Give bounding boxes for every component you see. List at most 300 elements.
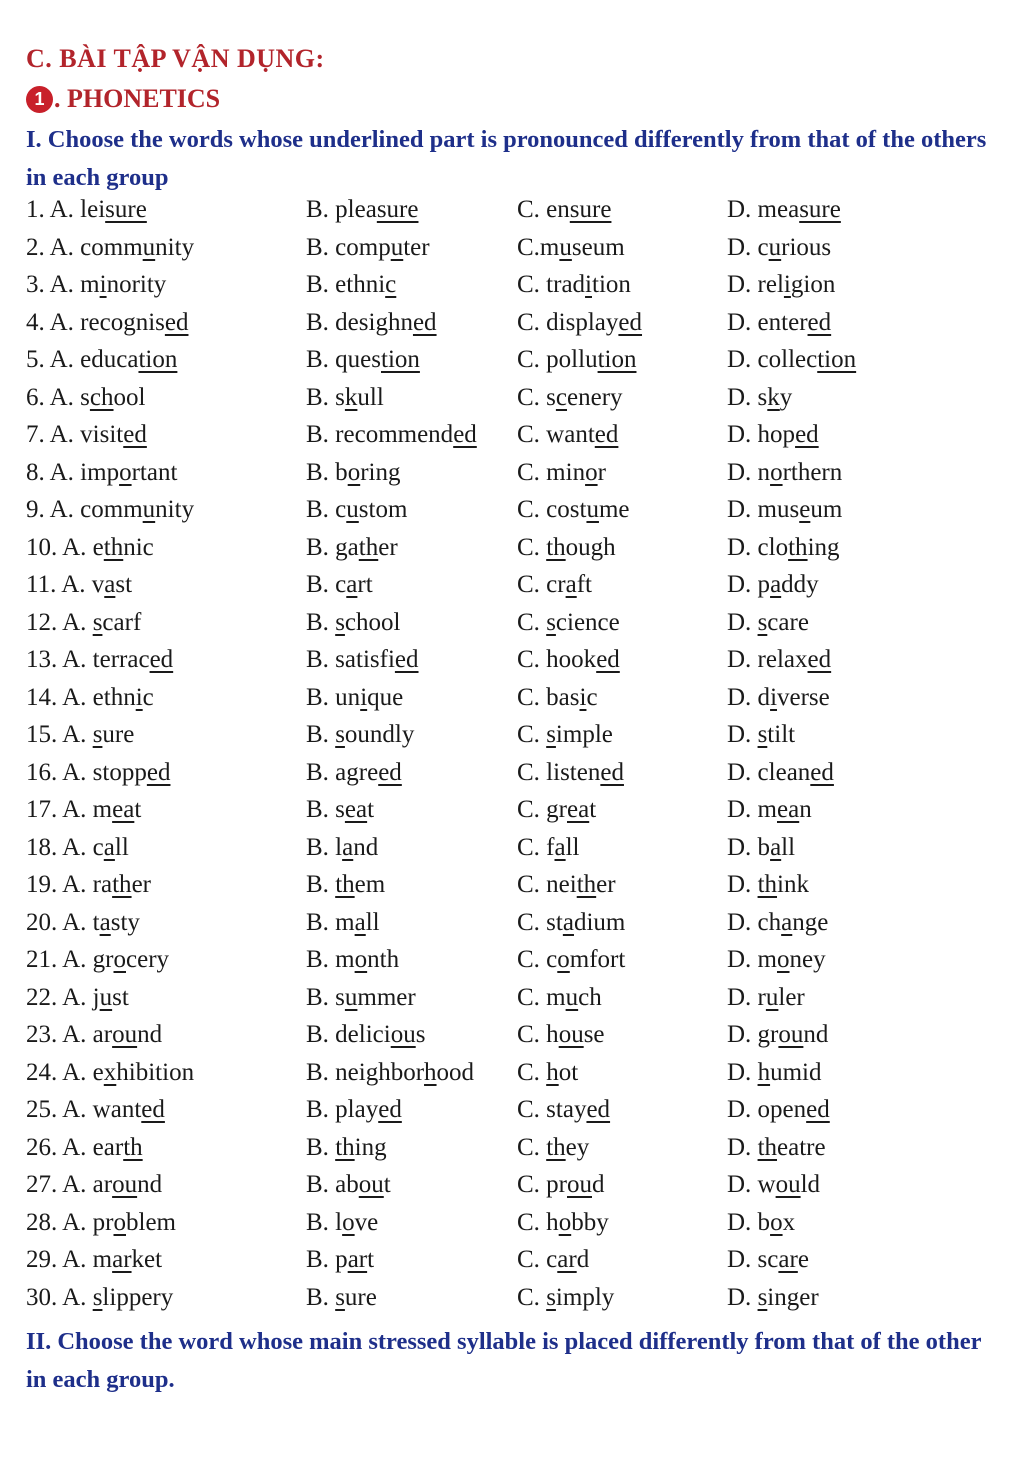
word-prefix: C. c bbox=[517, 1246, 558, 1273]
word-prefix: D. w bbox=[727, 1171, 776, 1198]
word-prefix: B. p bbox=[306, 1246, 348, 1273]
word-prefix: D. enter bbox=[727, 308, 808, 336]
word-suffix: imply bbox=[555, 1283, 615, 1311]
option-c bbox=[517, 834, 580, 862]
underlined-part: s bbox=[757, 721, 768, 748]
underlined-part: ou bbox=[778, 1021, 804, 1048]
option-a bbox=[26, 946, 169, 974]
word-prefix: C. h bbox=[517, 1208, 559, 1236]
word-suffix: ler bbox=[778, 983, 805, 1011]
underlined-part: a bbox=[770, 571, 782, 598]
underlined-part: ed bbox=[378, 1096, 402, 1123]
underlined-part: sure bbox=[569, 196, 612, 223]
option-c bbox=[517, 1246, 589, 1274]
word-prefix: 23. A. ar bbox=[26, 1021, 113, 1048]
word-prefix: C. stay bbox=[517, 1096, 587, 1123]
word-prefix: D. b bbox=[727, 1208, 771, 1236]
option-c bbox=[517, 796, 596, 824]
underlined-part: u bbox=[390, 233, 404, 261]
option-c bbox=[517, 234, 625, 262]
word-prefix: C. trad bbox=[517, 271, 586, 298]
underlined-part: o bbox=[342, 1208, 355, 1236]
underlined-part: ed bbox=[164, 308, 189, 336]
underlined-part: th bbox=[358, 533, 379, 561]
option-d bbox=[727, 759, 834, 787]
word-suffix: nth bbox=[367, 946, 400, 973]
option-a bbox=[26, 421, 147, 449]
word-prefix: B. s bbox=[306, 983, 345, 1011]
option-c bbox=[517, 196, 611, 224]
word-prefix: B. recommend bbox=[306, 421, 454, 448]
word-suffix: ood bbox=[436, 1058, 475, 1086]
option-d bbox=[727, 534, 840, 562]
word-suffix: nority bbox=[106, 271, 167, 298]
option-d bbox=[727, 1284, 819, 1312]
option-d bbox=[727, 909, 828, 937]
option-b bbox=[306, 946, 399, 974]
underlined-part: ed bbox=[810, 758, 834, 786]
word-suffix: tion bbox=[592, 271, 631, 298]
option-c bbox=[517, 1096, 610, 1124]
underlined-part: th bbox=[546, 1133, 566, 1161]
question-row bbox=[0, 234, 1024, 272]
option-c bbox=[517, 871, 616, 899]
word-suffix: st bbox=[115, 571, 133, 598]
option-c bbox=[517, 384, 623, 412]
number-badge-icon: 1 bbox=[26, 86, 53, 113]
underlined-part: ed bbox=[807, 646, 832, 673]
question-row bbox=[0, 421, 1024, 459]
underlined-part: a bbox=[99, 908, 111, 936]
word-prefix: D. bbox=[727, 1283, 758, 1311]
word-suffix: t bbox=[134, 796, 142, 823]
underlined-part: th bbox=[757, 1133, 778, 1161]
underlined-part: u bbox=[559, 233, 572, 261]
word-suffix: n bbox=[799, 796, 812, 823]
word-prefix: 14. A. ethn bbox=[26, 683, 136, 711]
word-suffix: bby bbox=[571, 1208, 609, 1236]
underlined-part: ar bbox=[112, 1246, 132, 1273]
option-a bbox=[26, 1246, 162, 1274]
underlined-part: i bbox=[770, 683, 778, 711]
underlined-part: th bbox=[335, 1133, 355, 1161]
underlined-part: s bbox=[335, 1283, 345, 1311]
word-prefix: D. bbox=[727, 608, 758, 636]
word-prefix: B. agre bbox=[306, 758, 379, 786]
underlined-part: ou bbox=[567, 1171, 592, 1198]
underlined-part: i bbox=[99, 271, 107, 298]
word-prefix: 25. A. want bbox=[26, 1096, 142, 1123]
word-suffix: ll bbox=[365, 908, 380, 936]
word-prefix: C. gr bbox=[517, 796, 567, 823]
word-suffix: um bbox=[810, 496, 843, 523]
word-suffix: ld bbox=[800, 1171, 821, 1198]
word-prefix: C.m bbox=[517, 233, 560, 261]
option-b bbox=[306, 421, 477, 449]
option-c bbox=[517, 496, 630, 524]
word-suffix: ft bbox=[576, 571, 592, 598]
word-suffix: ch bbox=[578, 983, 602, 1011]
question-row bbox=[0, 759, 1024, 797]
option-d bbox=[727, 1021, 828, 1049]
word-suffix: care bbox=[767, 608, 809, 636]
option-d bbox=[727, 1209, 795, 1237]
word-suffix: ket bbox=[131, 1246, 163, 1273]
option-d bbox=[727, 384, 792, 412]
word-prefix: B. bbox=[306, 871, 336, 898]
option-a bbox=[26, 1059, 194, 1087]
word-prefix: D. rel bbox=[727, 271, 784, 298]
word-suffix: ing bbox=[807, 533, 840, 561]
underlined-part: i bbox=[360, 683, 368, 711]
option-c bbox=[517, 1134, 589, 1162]
word-prefix: 6. A. s bbox=[26, 383, 90, 411]
word-prefix: B. ques bbox=[306, 346, 381, 373]
word-suffix: lippery bbox=[102, 1283, 174, 1311]
underlined-part: u bbox=[768, 233, 782, 261]
word-suffix: me bbox=[598, 496, 630, 523]
underlined-part: u bbox=[586, 496, 599, 523]
question-list bbox=[0, 196, 1024, 1321]
word-suffix: t bbox=[383, 1171, 391, 1198]
word-suffix: ink bbox=[777, 871, 809, 898]
underlined-part: a bbox=[565, 571, 577, 598]
underlined-part: c bbox=[555, 383, 568, 411]
word-suffix: ure bbox=[102, 721, 135, 748]
underlined-part: s bbox=[335, 721, 345, 748]
underlined-part: sure bbox=[105, 196, 147, 223]
word-prefix: D. ch bbox=[727, 908, 782, 936]
underlined-part: e bbox=[799, 496, 811, 523]
question-row bbox=[0, 946, 1024, 984]
word-prefix: C. bas bbox=[517, 683, 580, 711]
word-suffix: verse bbox=[777, 683, 830, 711]
option-b bbox=[306, 646, 419, 674]
word-prefix: C. st bbox=[517, 908, 563, 936]
option-d bbox=[727, 459, 842, 487]
option-c bbox=[517, 909, 625, 937]
underlined-part: u bbox=[765, 983, 779, 1011]
option-a bbox=[26, 346, 177, 374]
word-suffix: c bbox=[142, 683, 154, 711]
question-row bbox=[0, 684, 1024, 722]
word-suffix: ddy bbox=[781, 571, 819, 598]
word-prefix: C. nei bbox=[517, 871, 577, 898]
word-prefix: 8. A. imp bbox=[26, 458, 120, 486]
word-suffix: nd bbox=[137, 1171, 163, 1198]
word-prefix: 21. A. gr bbox=[26, 946, 114, 973]
question-row bbox=[0, 534, 1024, 572]
word-prefix: C. f bbox=[517, 833, 555, 861]
underlined-part: s bbox=[92, 1283, 103, 1311]
option-b bbox=[306, 1021, 425, 1049]
word-prefix: B. desighn bbox=[306, 308, 413, 336]
phonetics-heading bbox=[26, 84, 220, 114]
word-suffix: e bbox=[797, 1246, 809, 1273]
word-suffix: blem bbox=[126, 1208, 176, 1236]
underlined-part: s bbox=[546, 608, 556, 636]
underlined-part: s bbox=[92, 608, 103, 636]
word-suffix: oundly bbox=[344, 721, 415, 748]
underlined-part: ea bbox=[567, 796, 590, 823]
question-row bbox=[0, 1246, 1024, 1284]
underlined-part: o bbox=[113, 1208, 126, 1236]
word-suffix: er bbox=[131, 871, 151, 898]
word-prefix: C. pollu bbox=[517, 346, 598, 373]
question-row bbox=[0, 721, 1024, 759]
underlined-part: ed bbox=[806, 1096, 830, 1123]
underlined-part: s bbox=[546, 721, 556, 748]
underlined-part: sure bbox=[799, 196, 841, 223]
word-prefix: D. mus bbox=[727, 496, 800, 523]
word-prefix: B. bbox=[306, 1283, 336, 1311]
underlined-part: a bbox=[346, 571, 358, 598]
option-a bbox=[26, 234, 194, 262]
word-prefix: 19. A. ra bbox=[26, 871, 113, 898]
word-prefix: D. clean bbox=[727, 758, 811, 786]
word-suffix: ve bbox=[354, 1208, 379, 1236]
option-d bbox=[727, 1059, 821, 1087]
underlined-part: u bbox=[142, 496, 156, 523]
option-a bbox=[26, 534, 154, 562]
option-b bbox=[306, 1059, 474, 1087]
option-a bbox=[26, 1284, 173, 1312]
word-suffix: nd bbox=[353, 833, 379, 861]
word-suffix: nity bbox=[155, 233, 195, 261]
option-d bbox=[727, 496, 842, 524]
word-prefix: B. c bbox=[306, 496, 347, 523]
option-a bbox=[26, 1134, 143, 1162]
option-c bbox=[517, 984, 602, 1012]
word-prefix: 13. A. terrac bbox=[26, 646, 150, 673]
word-prefix: C. display bbox=[517, 308, 619, 336]
option-c bbox=[517, 646, 620, 674]
word-suffix: gion bbox=[790, 271, 836, 298]
option-a bbox=[26, 1096, 165, 1124]
underlined-part: o bbox=[557, 946, 570, 973]
word-suffix: umid bbox=[770, 1058, 822, 1086]
word-suffix: s bbox=[415, 1021, 426, 1048]
word-prefix: D. r bbox=[727, 983, 766, 1011]
word-prefix: B. m bbox=[306, 908, 355, 936]
word-prefix: C. bbox=[517, 1133, 547, 1161]
word-suffix: nge bbox=[792, 908, 829, 936]
word-prefix: 22. A. j bbox=[26, 983, 100, 1011]
underlined-part: ar bbox=[778, 1246, 798, 1273]
underlined-part: s bbox=[757, 608, 768, 636]
option-b bbox=[306, 346, 420, 374]
word-prefix: 30. A. bbox=[26, 1283, 93, 1311]
word-prefix: B. un bbox=[306, 683, 361, 711]
underlined-part: o bbox=[354, 946, 368, 973]
option-a bbox=[26, 909, 140, 937]
word-suffix: ney bbox=[789, 946, 826, 973]
word-suffix: x bbox=[782, 1208, 796, 1236]
underlined-part: a bbox=[354, 908, 366, 936]
word-prefix: C. pr bbox=[517, 1171, 567, 1198]
option-d bbox=[727, 1246, 809, 1274]
underlined-part: ea bbox=[344, 796, 368, 823]
underlined-part: c bbox=[385, 271, 397, 298]
option-d bbox=[727, 834, 795, 862]
underlined-part: ou bbox=[112, 1021, 138, 1048]
option-b bbox=[306, 721, 414, 749]
underlined-part: ed bbox=[600, 758, 624, 786]
underlined-part: tion bbox=[597, 346, 637, 373]
underlined-part: th bbox=[546, 533, 566, 561]
word-suffix: cience bbox=[555, 608, 620, 636]
option-d bbox=[727, 1096, 830, 1124]
option-b bbox=[306, 309, 437, 337]
underlined-part: a bbox=[781, 908, 793, 936]
underlined-part: h bbox=[757, 1058, 771, 1086]
option-b bbox=[306, 1171, 391, 1199]
option-a bbox=[26, 834, 129, 862]
underlined-part: s bbox=[92, 721, 103, 748]
word-prefix: D. d bbox=[727, 683, 771, 711]
word-suffix: ull bbox=[357, 383, 384, 411]
question-row bbox=[0, 796, 1024, 834]
word-suffix: c bbox=[586, 683, 598, 711]
underlined-part: th bbox=[103, 533, 124, 561]
word-prefix: C. bbox=[517, 533, 547, 561]
part1-instruction: I. Choose the words whose underlined part is pronounced differently from that of the others in each group bbox=[26, 126, 987, 191]
word-prefix: C. s bbox=[517, 383, 556, 411]
underlined-part: i bbox=[135, 683, 143, 711]
underlined-part: a bbox=[342, 833, 354, 861]
word-prefix: 26. A. ear bbox=[26, 1133, 124, 1161]
option-b bbox=[306, 834, 378, 862]
word-prefix: 9. A. comm bbox=[26, 496, 143, 523]
option-a bbox=[26, 759, 170, 787]
option-c bbox=[517, 271, 631, 299]
option-a bbox=[26, 871, 151, 899]
word-prefix: 15. A. bbox=[26, 721, 93, 748]
option-c bbox=[517, 1284, 614, 1312]
word-prefix: B. c bbox=[306, 571, 347, 598]
word-prefix: D. hop bbox=[727, 421, 796, 448]
word-prefix: B. neighbor bbox=[306, 1058, 425, 1086]
underlined-part: ou bbox=[112, 1171, 138, 1198]
word-prefix: D. m bbox=[727, 946, 777, 973]
option-d bbox=[727, 721, 795, 749]
word-prefix: 11. A. v bbox=[26, 571, 105, 598]
option-d bbox=[727, 421, 819, 449]
word-suffix: r bbox=[597, 458, 606, 486]
word-suffix: rthern bbox=[782, 458, 843, 486]
word-suffix: ure bbox=[344, 1283, 377, 1311]
option-a bbox=[26, 1171, 162, 1199]
word-suffix: t bbox=[367, 1246, 375, 1273]
question-row bbox=[0, 609, 1024, 647]
word-prefix: 4. A. recognis bbox=[26, 308, 165, 336]
word-prefix: C. bbox=[517, 608, 547, 636]
word-prefix: 7. A. visit bbox=[26, 421, 124, 448]
option-b bbox=[306, 384, 384, 412]
option-b bbox=[306, 684, 403, 712]
word-suffix: que bbox=[367, 683, 404, 711]
question-row bbox=[0, 571, 1024, 609]
word-prefix: D. collec bbox=[727, 346, 818, 373]
option-a bbox=[26, 459, 177, 487]
word-prefix: D. open bbox=[727, 1096, 807, 1123]
option-c bbox=[517, 946, 625, 974]
option-c bbox=[517, 421, 618, 449]
part2-instruction: II. Choose the word whose main stressed syllable is placed differently from that of the other in each group. bbox=[26, 1328, 982, 1393]
option-d bbox=[727, 646, 831, 674]
underlined-part: ar bbox=[347, 1246, 368, 1273]
underlined-part: o bbox=[558, 1208, 572, 1236]
option-a bbox=[26, 1021, 162, 1049]
word-prefix: 18. A. c bbox=[26, 833, 104, 861]
option-a bbox=[26, 721, 134, 749]
word-prefix: B. l bbox=[306, 1208, 343, 1236]
word-suffix: enery bbox=[567, 383, 623, 411]
word-prefix: C. m bbox=[517, 983, 566, 1011]
underlined-part: th bbox=[788, 533, 808, 561]
option-d bbox=[727, 346, 856, 374]
underlined-part: s bbox=[335, 608, 345, 636]
underlined-part: ed bbox=[807, 308, 832, 336]
underlined-part: th bbox=[576, 871, 597, 898]
underlined-part: tion bbox=[817, 346, 857, 373]
underlined-part: u bbox=[344, 983, 358, 1011]
option-b bbox=[306, 796, 374, 824]
option-b bbox=[306, 1134, 387, 1162]
word-prefix: B. b bbox=[306, 458, 348, 486]
option-d bbox=[727, 571, 819, 599]
option-b bbox=[306, 871, 385, 899]
underlined-part: ed bbox=[123, 421, 147, 448]
word-prefix: B. ethni bbox=[306, 271, 386, 298]
section-heading: C. BÀI TẬP VẬN DỤNG: bbox=[26, 44, 325, 73]
underlined-part: a bbox=[104, 571, 116, 598]
underlined-part: o bbox=[119, 458, 132, 486]
phonetics-title: . PHONETICS bbox=[54, 84, 221, 113]
option-a bbox=[26, 796, 141, 824]
word-prefix: B. s bbox=[306, 383, 345, 411]
option-c bbox=[517, 1171, 605, 1199]
underlined-part: ed bbox=[146, 758, 171, 786]
option-a bbox=[26, 684, 154, 712]
word-suffix: er bbox=[596, 871, 616, 898]
word-suffix: ll bbox=[565, 833, 580, 861]
underlined-part: ed bbox=[795, 421, 819, 448]
word-prefix: B. bbox=[306, 608, 336, 636]
word-suffix: rtant bbox=[131, 458, 178, 486]
option-d bbox=[727, 309, 831, 337]
word-prefix: D. bbox=[727, 721, 758, 748]
underlined-part: o bbox=[347, 458, 361, 486]
option-d bbox=[727, 234, 831, 262]
word-prefix: C. hook bbox=[517, 646, 597, 673]
word-prefix: 3. A. m bbox=[26, 271, 100, 298]
option-d bbox=[727, 196, 841, 224]
option-c bbox=[517, 721, 613, 749]
option-b bbox=[306, 534, 398, 562]
word-suffix: ot bbox=[558, 1058, 579, 1086]
option-d bbox=[727, 796, 812, 824]
word-prefix: B. plea bbox=[306, 196, 377, 223]
question-row bbox=[0, 1059, 1024, 1097]
option-d bbox=[727, 946, 826, 974]
word-suffix: er bbox=[378, 533, 398, 561]
question-row bbox=[0, 384, 1024, 422]
word-prefix: D. m bbox=[727, 796, 777, 823]
word-prefix: B. bbox=[306, 1133, 336, 1161]
word-prefix: B. satisfi bbox=[306, 646, 395, 673]
word-suffix: ll bbox=[781, 833, 796, 861]
